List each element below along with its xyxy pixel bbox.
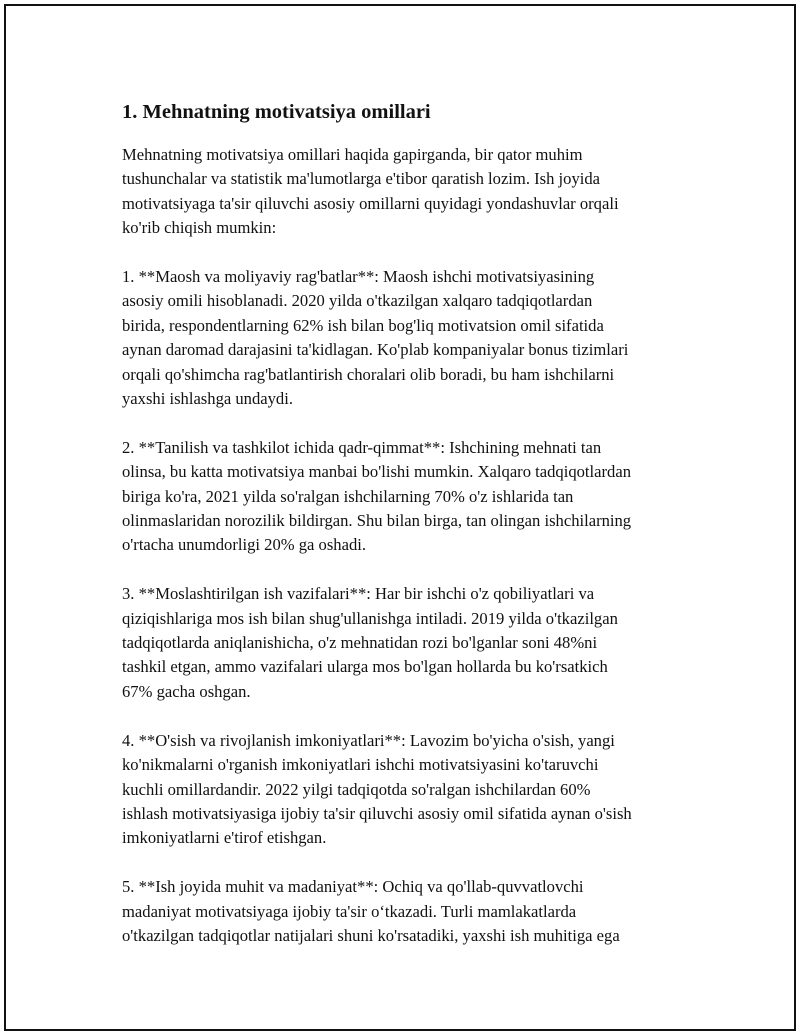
intro-paragraph: Mehnatning motivatsiya omillari haqida gapirganda, bir qator muhim tushunchalar va statistik ma'lumotlarga e'tibor qaratish lozim. Ish joyida motivatsiyaga ta'sir qiluvchi asosiy omillarni quyidagi yondashuvlar orqali ko'rib chiqish mumkin:: [122, 145, 619, 238]
section-paragraph-tasks: 3. **Moslashtirilgan ish vazifalari**: Har bir ishchi o'z qobiliyatlari va qiziqishlariga mos ish bilan shug'ullanishga intiladi. 2019 yilda o'tkazilgan tadqiqotlarda aniqlanishicha, o'z mehnatidan rozi bo'lganlar soni 48%ni tashkil etgan, ammo vazifalari ularga mos bo'lgan hollarda bu ko'rsatkich 67% gacha oshgan.: [122, 584, 618, 701]
document-page: [4, 4, 796, 1031]
section-paragraph-recognition: 2. **Tanilish va tashkilot ichida qadr-qimmat**: Ishchining mehnati tan olinsa, bu katta motivatsiya manbai bo'lishi mumkin. Xalqaro tadqiqotlardan biriga ko'ra, 2021 yilda so'ralgan ishchilarning 70% o'z ishlarida tan olinmaslaridan norozilik bildirgan. Shu bilan birga, tan olingan ishchilarning o'rtacha unumdorligi 20% ga oshadi.: [122, 437, 632, 555]
document-body: [122, 98, 702, 948]
section-title: 1. Mehnatning motivatsiya omillari: [122, 101, 431, 123]
section-paragraph-culture: 5. **Ish joyida muhit va madaniyat**: Ochiq va qo'llab-quvvatlovchi madaniyat motivatsiyaga ijobiy ta'sir o‘tkazadi. Turli mamlakatlarda o'tkazilgan tadqiqotlar natijalari shuni ko'rsatadiki, yaxshi ish muhitiga ega: [122, 877, 620, 945]
section-paragraph-growth: 4. **O'sish va rivojlanish imkoniyatlari**: Lavozim bo'yicha o'sish, yangi ko'nikmalarni o'rganish imkoniyatlari ishchi motivatsiyasini ko'taruvchi kuchli omillardandir. 2022 yilgi tadqiqotda so'ralgan ishchilardan 60% ishlash motivatsiyasiga ijobiy ta'sir qiluvchi asosiy omil sifatida aynan o'sish imkoniyatlarni e'tirof etishgan.: [122, 730, 632, 848]
section-paragraph-salary: 1. **Maosh va moliyaviy rag'batlar**: Maosh ishchi motivatsiyasining asosiy omili hisoblanadi. 2020 yilda o'tkazilgan xalqaro tadqiqotlardan birida, respondentlarning 62% ish bilan bog'liq motivatsion omil sifatida aynan daromad darajasini ta'kidlagan. Ko'plab kompaniyalar bonus tizimlari orqali qo'shimcha rag'batlantirish choralari olib boradi, bu ham ishchilarni yaxshi ishlashga undaydi.: [122, 267, 629, 409]
